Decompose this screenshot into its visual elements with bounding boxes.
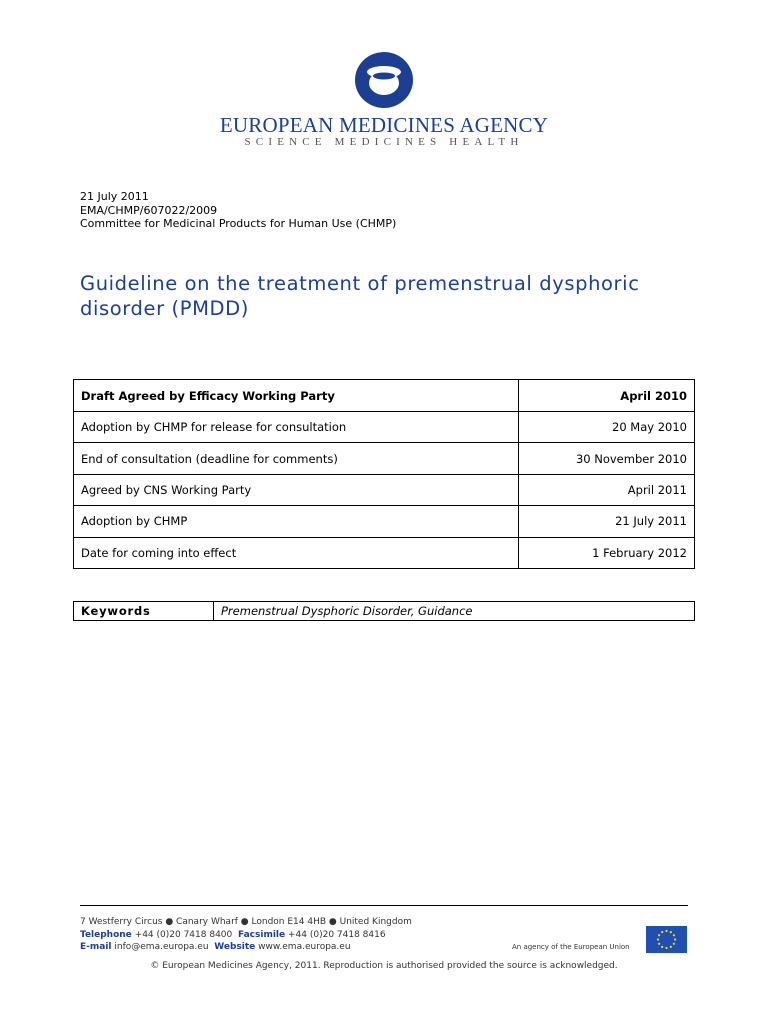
footer-address: 7 Westferry Circus ● Canary Wharf ● London E14 4HB ● United Kingdom (80, 917, 412, 927)
eu-flag-icon (646, 926, 687, 953)
milestone-date: April 2010 (519, 380, 695, 412)
fax-label: Facsimile (237, 929, 286, 940)
fax-value: +44 (0)20 7418 8416 (287, 929, 386, 940)
website-link[interactable]: www.ema.europa.eu (258, 942, 351, 952)
telephone-value: +44 (0)20 7418 8400 (134, 929, 233, 940)
document-date: 21 July 2011 (80, 190, 149, 203)
agency-tagline: SCIENCE MEDICINES HEALTH (244, 136, 524, 148)
ema-logo-icon (352, 50, 416, 110)
table-row (74, 412, 695, 443)
table-row (74, 380, 695, 412)
footer-divider (80, 905, 688, 906)
table-row (74, 506, 695, 537)
milestone-label: Agreed by CNS Working Party (74, 474, 519, 505)
agency-logo (0, 50, 768, 110)
milestone-date: 1 February 2012 (519, 537, 695, 568)
footer-web-line (80, 941, 412, 954)
keywords-value: Premenstrual Dysphoric Disorder, Guidance (214, 602, 695, 621)
milestone-label: Adoption by CHMP (74, 506, 519, 537)
agency-name: EUROPEAN MEDICINES AGENCY (219, 113, 549, 137)
eu-agency-text: An agency of the European Union (512, 943, 630, 951)
milestone-label: End of consultation (deadline for comments) (74, 443, 519, 474)
document-title: Guideline on the treatment of premenstrual dysphoric disorder (PMDD) (80, 272, 640, 320)
email-label: E-mail (80, 942, 112, 952)
milestone-label: Draft Agreed by Efficacy Working Party (74, 380, 519, 412)
document-reference: EMA/CHMP/607022/2009 (80, 203, 218, 217)
table-row (74, 443, 695, 474)
milestone-label: Adoption by CHMP for release for consultation (74, 412, 519, 443)
footer-contact (80, 916, 412, 954)
milestone-date: April 2011 (519, 474, 695, 505)
footer-phone-line (80, 929, 412, 942)
document-meta (80, 190, 396, 231)
table-row (74, 474, 695, 505)
keywords-label: Keywords (74, 602, 214, 621)
table-row (74, 537, 695, 568)
committee-name: Committee for Medicinal Products for Human Use (CHMP) (80, 217, 397, 230)
email-link[interactable]: info@ema.europa.eu (114, 942, 209, 952)
milestones-table (73, 379, 695, 569)
copyright-notice: © European Medicines Agency, 2011. Reproduction is authorised provided the source is acknowledged. (150, 961, 618, 971)
milestone-label: Date for coming into effect (74, 537, 519, 568)
milestone-date: 30 November 2010 (519, 443, 695, 474)
milestone-date: 20 May 2010 (519, 412, 695, 443)
milestone-date: 21 July 2011 (519, 506, 695, 537)
keywords-table (73, 601, 695, 621)
table-row (74, 602, 695, 621)
telephone-label: Telephone (80, 929, 132, 940)
website-label: Website (214, 942, 256, 952)
